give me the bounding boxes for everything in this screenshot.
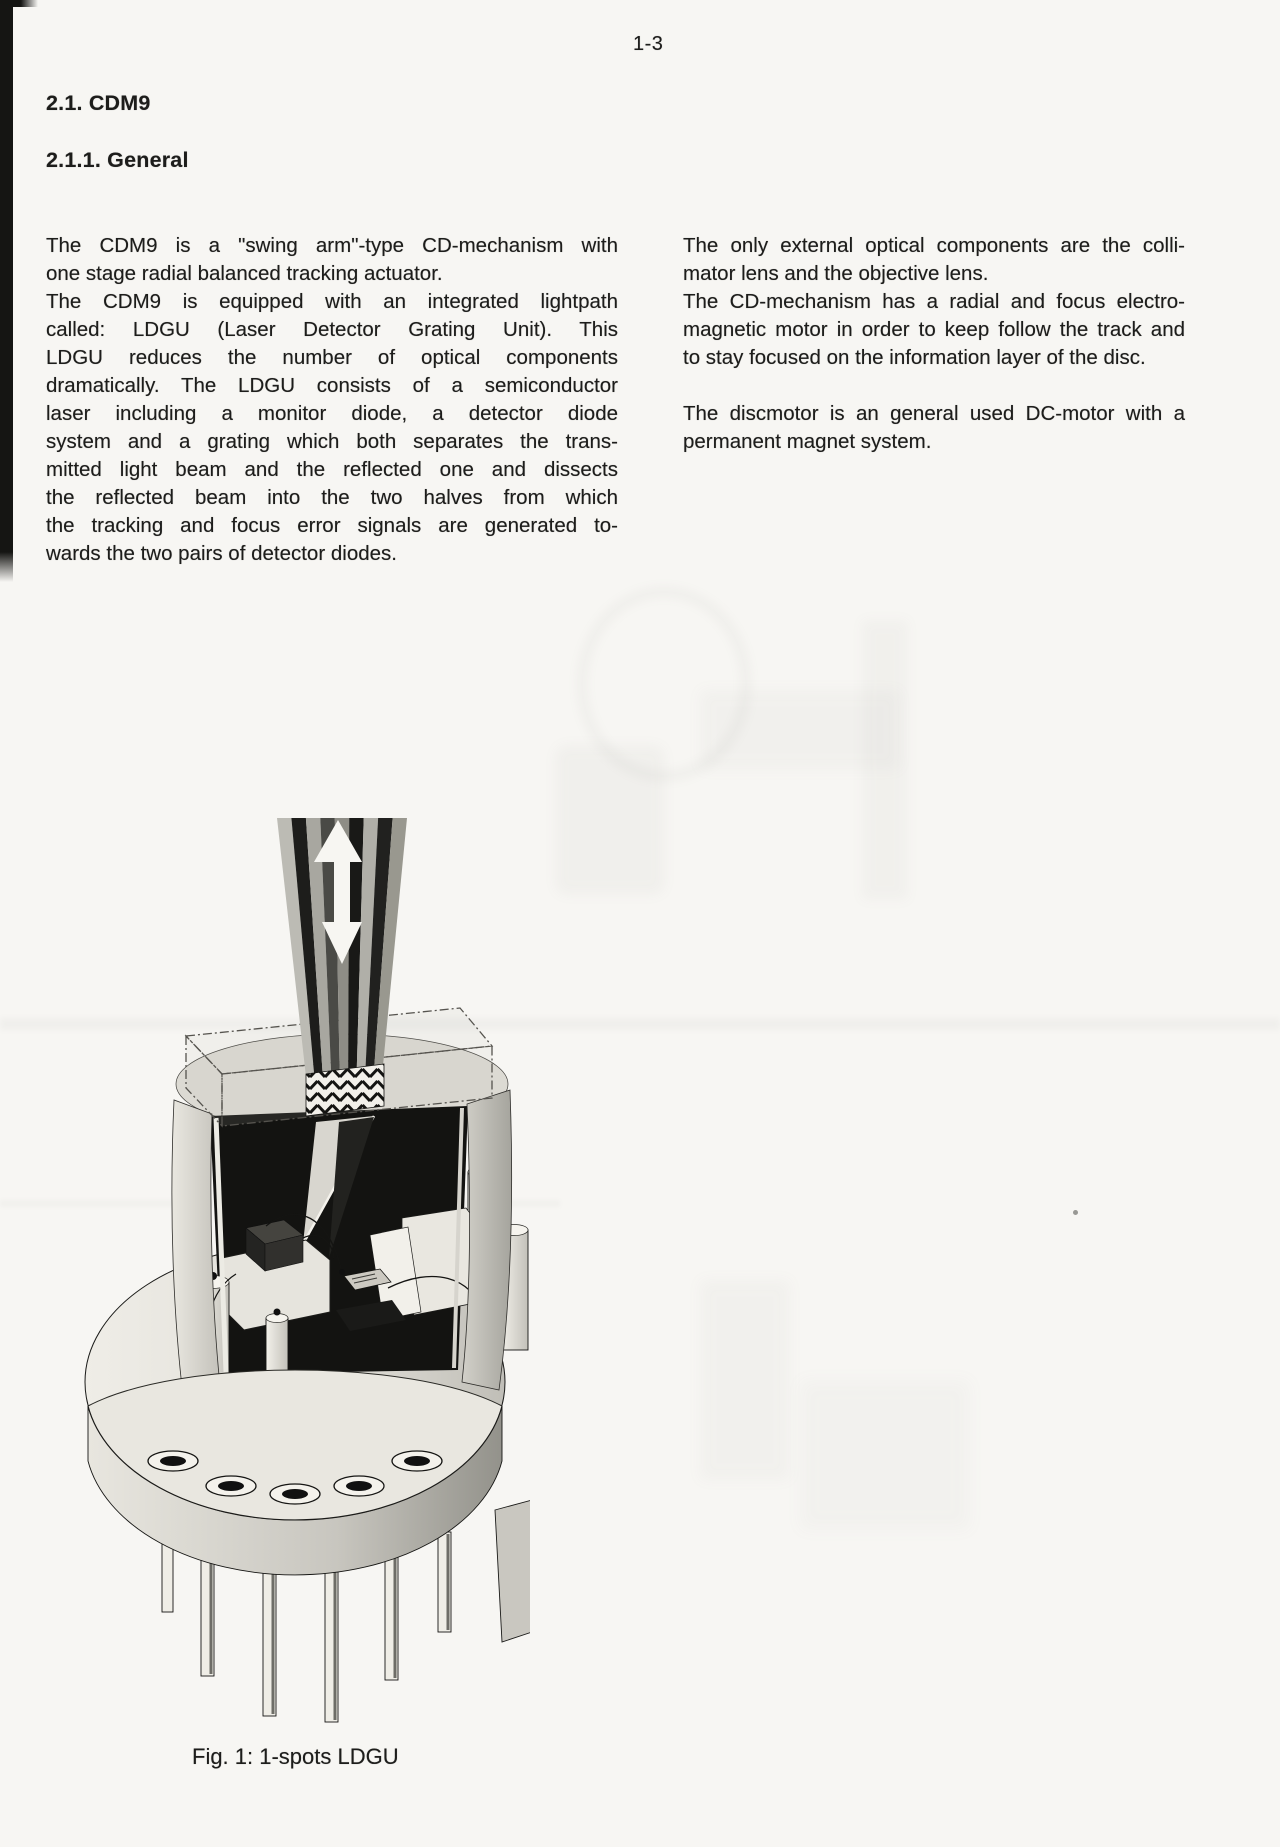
bleedthrough-artifact bbox=[862, 620, 908, 900]
text-line: mator lens and the objective lens. bbox=[683, 262, 989, 285]
scan-edge-bar bbox=[0, 0, 13, 552]
text-line: The discmotor is an general used DC-motor with a bbox=[683, 402, 1185, 425]
body-column-left bbox=[46, 232, 618, 568]
figure-caption: Fig. 1: 1-spots LDGU bbox=[192, 1744, 399, 1769]
text-line: one stage radial balanced tracking actuator. bbox=[46, 262, 443, 285]
page-number: 1-3 bbox=[633, 33, 664, 55]
scan-speck bbox=[1073, 1210, 1078, 1215]
text-line: wards the two pairs of detector diodes. bbox=[46, 542, 397, 565]
text-line: LDGU reduces the number of optical components bbox=[46, 346, 618, 369]
text-line: dramatically. The LDGU consists of a semiconductor bbox=[46, 374, 618, 397]
bleedthrough-artifact bbox=[700, 1280, 790, 1480]
text-line: the tracking and focus error signals are generated to- bbox=[46, 514, 618, 537]
bleedthrough-artifact bbox=[800, 1380, 970, 1530]
subsection-heading: 2.1.1. General bbox=[46, 148, 189, 172]
housing-wall-right bbox=[462, 1090, 512, 1390]
bleedthrough-artifact bbox=[700, 690, 900, 770]
text-line: magnetic motor in order to keep follow the track and bbox=[683, 318, 1185, 341]
text-line: mitted light beam and the reflected one and dissects bbox=[46, 458, 618, 481]
text-line: The only external optical components are the colli- bbox=[683, 234, 1185, 257]
text-line: The CDM9 is equipped with an integrated lightpath bbox=[46, 290, 618, 313]
text-line: system and a grating which both separates the trans- bbox=[46, 430, 618, 453]
ldgu-figure bbox=[70, 670, 530, 1760]
bleedthrough-artifact bbox=[575, 585, 753, 783]
text-line: to stay focused on the information layer of the disc. bbox=[683, 346, 1146, 369]
bleedthrough-artifact bbox=[555, 745, 665, 895]
scan-edge-nub bbox=[0, 0, 38, 7]
text-line: The CDM9 is a "swing arm"-type CD-mechanism with bbox=[46, 234, 618, 257]
base-tab bbox=[495, 1500, 530, 1642]
body-column-right bbox=[683, 232, 1185, 456]
text-line: laser including a monitor diode, a detector diode bbox=[46, 402, 618, 425]
text-line: called: LDGU (Laser Detector Grating Unit). This bbox=[46, 318, 618, 341]
scan-edge-bar-fade bbox=[0, 552, 13, 582]
text-line: permanent magnet system. bbox=[683, 430, 932, 453]
section-heading: 2.1. CDM9 bbox=[46, 91, 151, 115]
text-line: The CD-mechanism has a radial and focus electro- bbox=[683, 290, 1185, 313]
text-line: the reflected beam into the two halves from which bbox=[46, 486, 618, 509]
